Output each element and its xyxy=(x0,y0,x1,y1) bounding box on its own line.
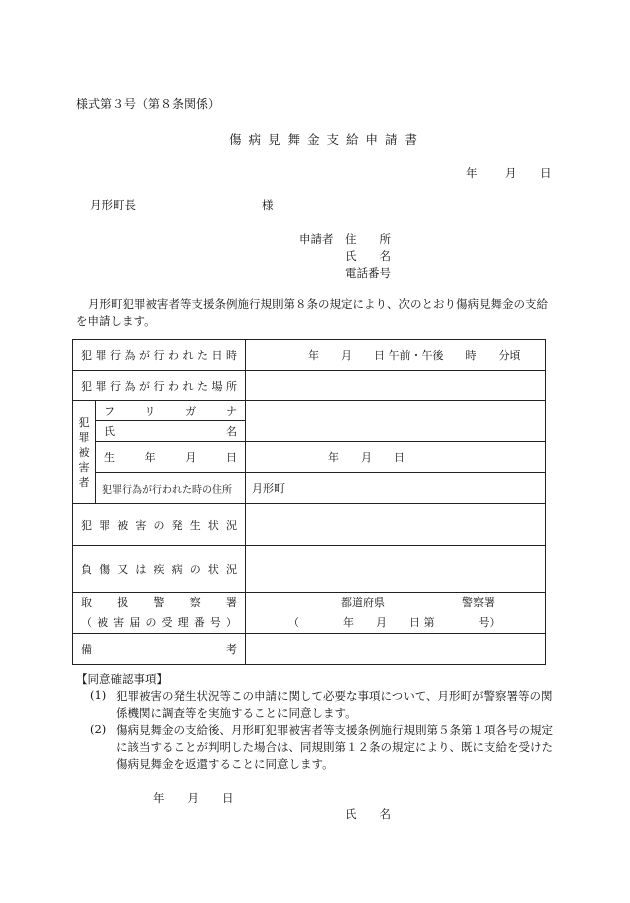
form-number: 様式第３号（第８条関係） xyxy=(76,97,221,111)
victim-group-label xyxy=(73,401,96,504)
addressee-name: 月形町長 xyxy=(90,198,136,212)
victim-name-label: 氏名 xyxy=(96,421,246,442)
crime-place-value[interactable] xyxy=(246,371,546,401)
police-label: 取扱警察署 xyxy=(81,596,237,609)
date-month-label: 月 xyxy=(505,166,517,180)
applicant-address-label: 住 所 xyxy=(345,232,391,246)
crime-datetime-value: 年 月 日 午前・午後 時 分頃 xyxy=(246,340,546,371)
injury-status-label: 負傷又は疾病の状況 xyxy=(73,546,246,593)
applicant-name-label: 氏 名 xyxy=(345,249,391,263)
receipt-value: （ 年 月 日 第 号） xyxy=(288,616,501,629)
receipt-label: （被害届の受理番号） xyxy=(81,616,237,629)
address-at-crime-label: 犯罪行為が行われた時の住所 xyxy=(96,473,246,504)
consent-item-1-number: (1) xyxy=(90,688,107,702)
date-year-label: 年 xyxy=(466,166,478,180)
page-title: 傷病見舞金支給申請書 xyxy=(229,132,425,147)
table-row xyxy=(73,442,546,473)
table-row xyxy=(73,401,546,421)
birth-label: 生年月日 xyxy=(96,442,246,473)
table-row xyxy=(73,473,546,504)
birth-value: 年 月 日 xyxy=(246,442,546,473)
injury-status-value[interactable] xyxy=(246,546,546,593)
remarks-value[interactable] xyxy=(246,634,546,665)
police-value-cell xyxy=(246,593,546,634)
furigana-label: フリガナ xyxy=(96,401,246,421)
victim-name-value[interactable] xyxy=(246,401,546,442)
crime-datetime-label: 犯罪行為が行われた日時 xyxy=(73,340,246,371)
crime-place-label: 犯罪行為が行われた場所 xyxy=(73,371,246,401)
intro-text: 月形町犯罪被害者等支援条例施行規則第８条の規定により、次のとおり傷病見舞金の支給を申請します。 xyxy=(76,297,548,328)
table-row xyxy=(73,546,546,593)
applicant-label: 申請者 xyxy=(299,232,334,246)
table-row xyxy=(73,593,546,634)
police-value: 都道府県 警察署 xyxy=(341,596,495,609)
table-row xyxy=(73,371,546,401)
applicant-phone-label: 電話番号 xyxy=(345,266,391,280)
police-cell xyxy=(73,593,246,634)
table-row xyxy=(73,634,546,665)
addressee-honorific: 様 xyxy=(262,198,274,212)
application-table xyxy=(72,339,546,665)
signature-name-label: 氏 名 xyxy=(345,807,391,821)
consent-item-2-text: 傷病見舞金の支給後、月形町犯罪被害者等支援条例施行規則第５条第１項各号の規定に該当することが判明した場合は、同規則第１２条の規定により、既に支給を受けた傷病見舞金を返還することに同意します。 xyxy=(116,723,553,771)
address-at-crime-value: 月形町 xyxy=(246,473,546,504)
damage-status-label: 犯罪被害の発生状況 xyxy=(73,504,246,546)
remarks-label: 備考 xyxy=(73,634,246,665)
table-row xyxy=(73,340,546,371)
table-row xyxy=(73,504,546,546)
signature-date: 年 月 日 xyxy=(153,791,234,805)
consent-heading: 【同意確認事項】 xyxy=(76,672,168,686)
damage-status-value[interactable] xyxy=(246,504,546,546)
consent-item-2-number: (2) xyxy=(90,722,107,736)
consent-item-1-text: 犯罪被害の発生状況等この申請に関して必要な事項について、月形町が警察署等の関係機関に調査等を実施することに同意します。 xyxy=(116,689,553,720)
victim-group-text: 犯罪被害者 xyxy=(78,415,90,489)
date-day-label: 日 xyxy=(540,166,552,180)
